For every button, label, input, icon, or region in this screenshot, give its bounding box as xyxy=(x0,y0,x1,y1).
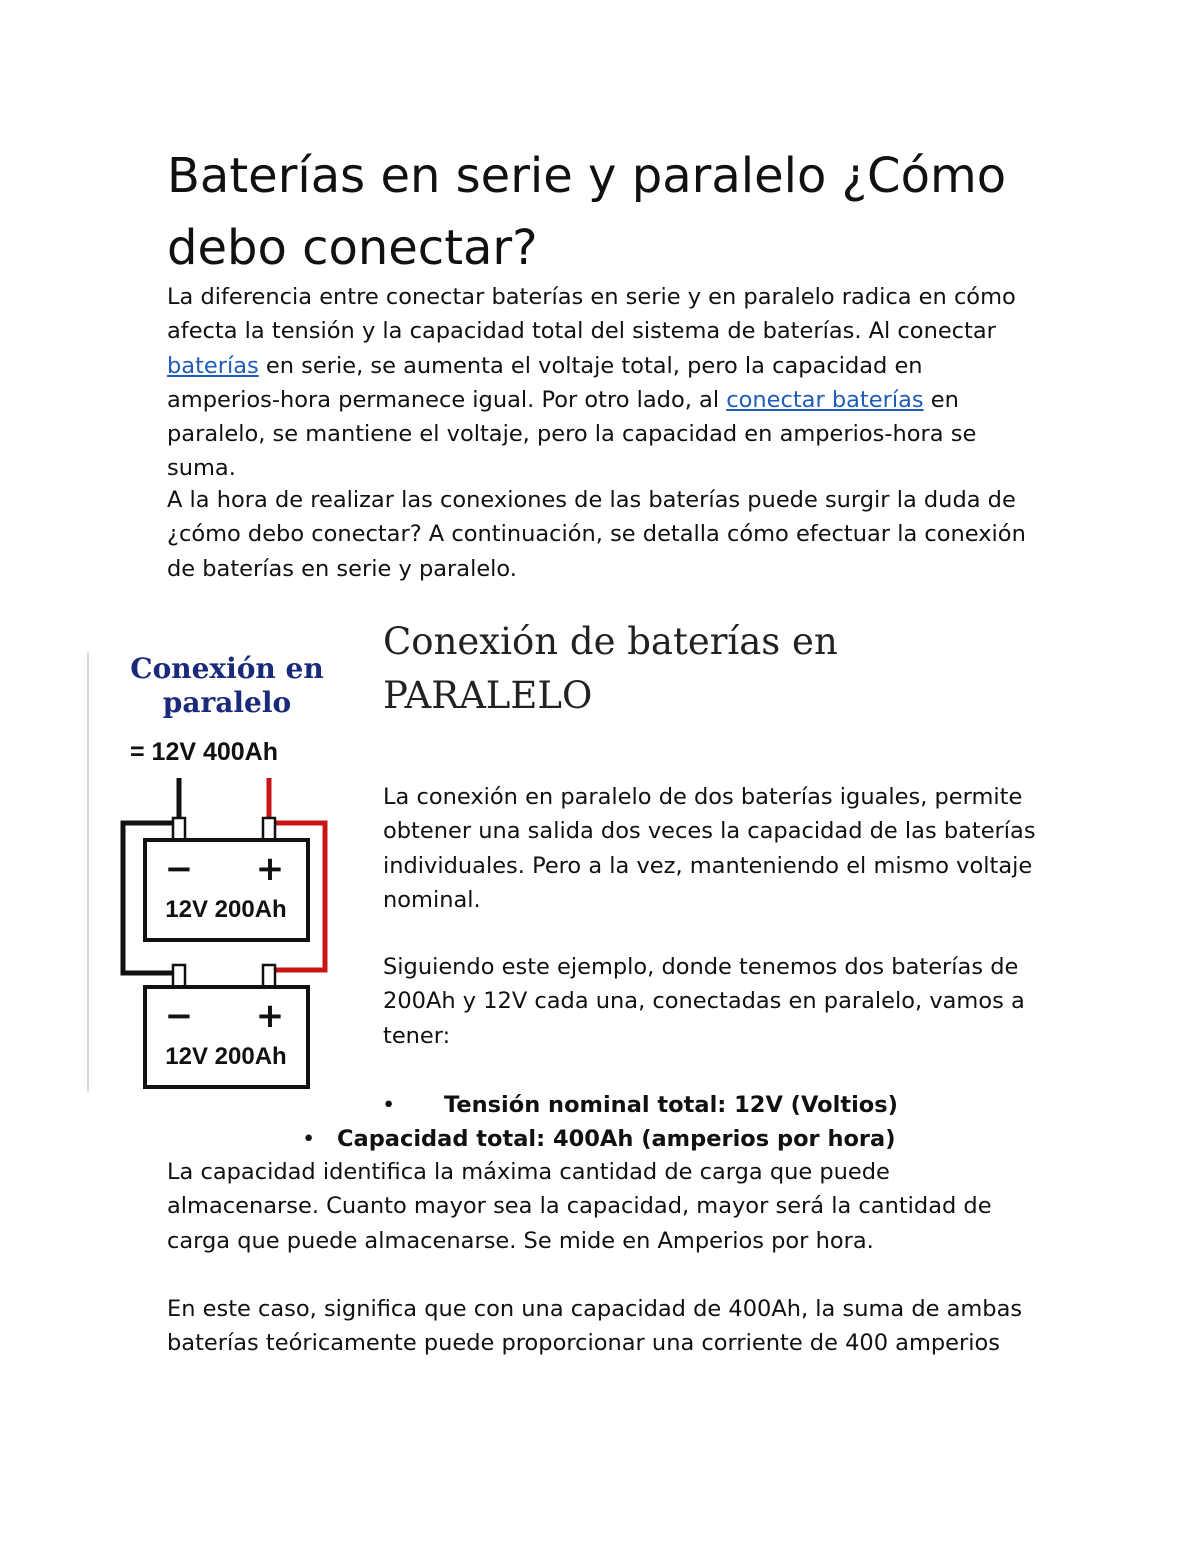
diagram-result: = 12V 400Ah xyxy=(130,738,279,766)
intro-text-1: La diferencia entre conectar baterías en serie y en paralelo radica en cómo afecta la tensión y la capacidad total del sistema de baterías. Al conectar xyxy=(167,284,1016,345)
intro-text-3: en paralelo, se mantiene el voltaje, pero la capacidad en amperios-hora se suma. xyxy=(167,386,977,482)
capacity-paragraph-1: La capacidad identifica la máxima cantidad de carga que puede almacenarse. Cuanto mayor sea la capacidad, mayor será la cantidad de carga que puede almacenarse. Se mide en Amperios por hora. xyxy=(167,1159,992,1254)
battery2-positive-terminal xyxy=(263,965,275,987)
bullet-voltage: Tensión nominal total: 12V (Voltios) xyxy=(444,1092,898,1118)
battery2-minus: − xyxy=(164,996,194,1036)
conectar-baterias-link[interactable]: conectar baterías xyxy=(726,386,924,413)
bullet-capacity: Capacidad total: 400Ah (amperios por hora) xyxy=(337,1126,896,1152)
battery1-positive-terminal xyxy=(263,818,275,840)
intro-paragraph xyxy=(167,280,1037,486)
parallel-paragraph-1: La conexión en paralelo de dos baterías iguales, permite obtener una salida dos veces la capacidad de las baterías individuales. Pero a la vez, manteniendo el mismo voltaje nominal. xyxy=(383,784,1036,913)
bullet-marker-2: • xyxy=(302,1126,316,1152)
battery1-minus: − xyxy=(164,849,194,889)
section-heading-line2: PARALELO xyxy=(383,674,593,717)
bullet-marker-1: • xyxy=(382,1092,396,1118)
page-title: Baterías en serie y paralelo ¿Cómo debo conectar? xyxy=(167,148,1007,276)
battery1-label: 12V 200Ah xyxy=(165,896,287,923)
section-heading-line1: Conexión de baterías en xyxy=(383,620,838,663)
battery2-negative-terminal xyxy=(173,965,185,987)
diagram-title-line1: Conexión en xyxy=(130,652,324,685)
capacity-paragraph-2: En este caso, significa que con una capacidad de 400Ah, la suma de ambas baterías teóricamente puede proporcionar una corriente de 400 amperios xyxy=(167,1296,1023,1357)
parallel-paragraph-2: Siguiendo este ejemplo, donde tenemos dos baterías de 200Ah y 12V cada una, conectadas en paralelo, vamos a tener: xyxy=(383,954,1025,1049)
battery2-plus: + xyxy=(255,996,285,1036)
battery1-negative-terminal xyxy=(173,818,185,840)
battery1-plus: + xyxy=(255,849,285,889)
battery2-label: 12V 200Ah xyxy=(165,1043,287,1070)
intro-text-2: en serie, se aumenta el voltaje total, pero la capacidad en amperios-hora permanece igual. Por otro lado, al xyxy=(167,352,923,413)
parallel-connection-diagram xyxy=(86,630,356,1095)
diagram-title-line2: paralelo xyxy=(162,686,292,719)
baterias-link[interactable]: baterías xyxy=(167,352,259,379)
intro-paragraph-2: A la hora de realizar las conexiones de las baterías puede surgir la duda de ¿cómo debo conectar? A continuación, se detalla cómo efectuar la conexión de baterías en serie y paralelo. xyxy=(167,487,1026,582)
section-heading xyxy=(383,615,1023,723)
